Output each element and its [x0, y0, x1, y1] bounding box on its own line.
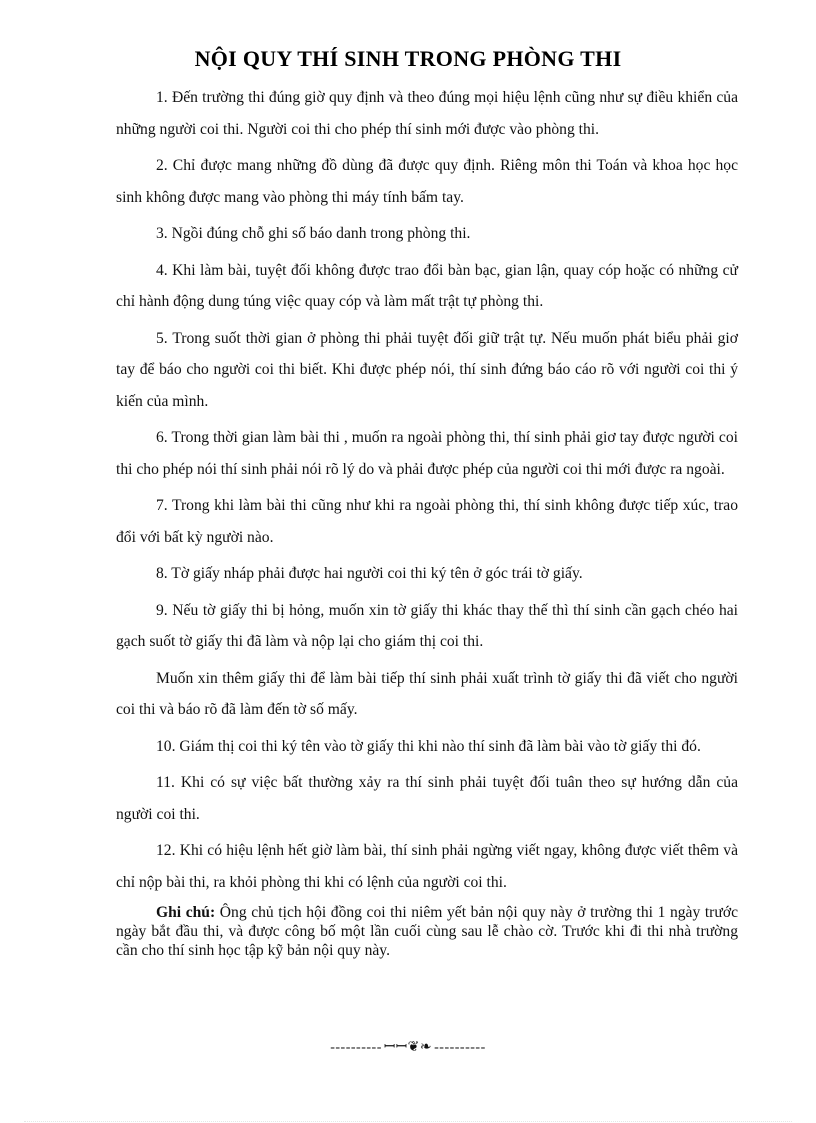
rule-paragraph-9-continued: Muốn xin thêm giấy thi để làm bài tiếp thí sinh phải xuất trình tờ giấy thi đã viết cho người coi thi và báo rõ đã làm đến tờ số mấy. — [116, 669, 738, 718]
ornament-flourish-icon: ꟷꟷ❦❧ — [383, 1040, 433, 1055]
rule-paragraph-6: 6. Trong thời gian làm bài thi , muốn ra ngoài phòng thi, thí sinh phải giơ tay được người coi thi cho phép nói thí sinh phải nói rõ lý do và phải được phép của người coi thi mới được ra ngoài. — [116, 429, 738, 478]
rule-paragraph-5: 5. Trong suốt thời gian ở phòng thi phải tuyệt đối giữ trật tự. Nếu muốn phát biểu phải giơ tay để báo cho người coi thi biết. Khi được phép nói, thí sinh đứng báo cáo rõ với người coi thi ý kiến của mình. — [116, 329, 738, 410]
document-title: NỘI QUY THÍ SINH TRONG PHÒNG THI — [194, 46, 622, 71]
ornament-divider — [0, 1037, 816, 1056]
ornament-left-dashes: ---------- — [330, 1040, 382, 1055]
rule-paragraph-2: 2. Chỉ được mang những đồ dùng đã được quy định. Riêng môn thi Toán và khoa học học sinh không được mang vào phòng thi máy tính bấm tay. — [116, 157, 738, 206]
rule-paragraph-3: 3. Ngồi đúng chỗ ghi số báo danh trong phòng thi. — [156, 225, 471, 242]
rule-paragraph-8: 8. Tờ giấy nháp phải được hai người coi thi ký tên ở góc trái tờ giấy. — [156, 565, 583, 582]
rules-body — [116, 82, 738, 976]
rule-paragraph-9: 9. Nếu tờ giấy thi bị hỏng, muốn xin tờ giấy thi khác thay thế thì thí sinh cần gạch chéo hai gạch suốt tờ giấy thi đã làm và nộp lại cho giám thị coi thi. — [116, 601, 738, 650]
rule-paragraph-11: 11. Khi có sự việc bất thường xảy ra thí sinh phải tuyệt đối tuân theo sự hướng dẫn của người coi thi. — [116, 774, 738, 823]
ornament-right-dashes: ---------- — [434, 1040, 486, 1055]
rule-paragraph-12: 12. Khi có hiệu lệnh hết giờ làm bài, thí sinh phải ngừng viết ngay, không được viết thêm và chỉ nộp bài thi, ra khỏi phòng thi khi có lệnh của người coi thi. — [116, 842, 738, 891]
note-text: Ông chủ tịch hội đồng coi thi niêm yết bản nội quy này ở trường thi 1 ngày trước ngày bắt đầu thi, và được công bố một lần cuối cùng sau lễ chào cờ. Trước khi đi thi nhà trường cần cho thí sinh học tập kỹ bản nội quy này. — [116, 904, 738, 959]
rule-paragraph-4: 4. Khi làm bài, tuyệt đối không được trao đổi bàn bạc, gian lận, quay cóp hoặc có những cử chỉ hành động dung túng việc quay cóp và làm mất trật tự phòng thi. — [116, 261, 738, 310]
rule-paragraph-10: 10. Giám thị coi thi ký tên vào tờ giấy thi khi nào thí sinh đã làm bài vào tờ giấy thi đó. — [156, 737, 701, 755]
page-bottom-border — [24, 1121, 792, 1122]
note-label: Ghi chú: — [156, 904, 216, 921]
note-paragraph — [116, 903, 738, 960]
rule-paragraph-1: 1. Đến trường thi đúng giờ quy định và theo đúng mọi hiệu lệnh cũng như sự điều khiển của những người coi thi. Người coi thi cho phép thí sinh mới được vào phòng thi. — [116, 89, 738, 138]
rule-paragraph-7: 7. Trong khi làm bài thi cũng như khi ra ngoài phòng thi, thí sinh không được tiếp xúc, trao đổi với bất kỳ người nào. — [116, 497, 738, 546]
